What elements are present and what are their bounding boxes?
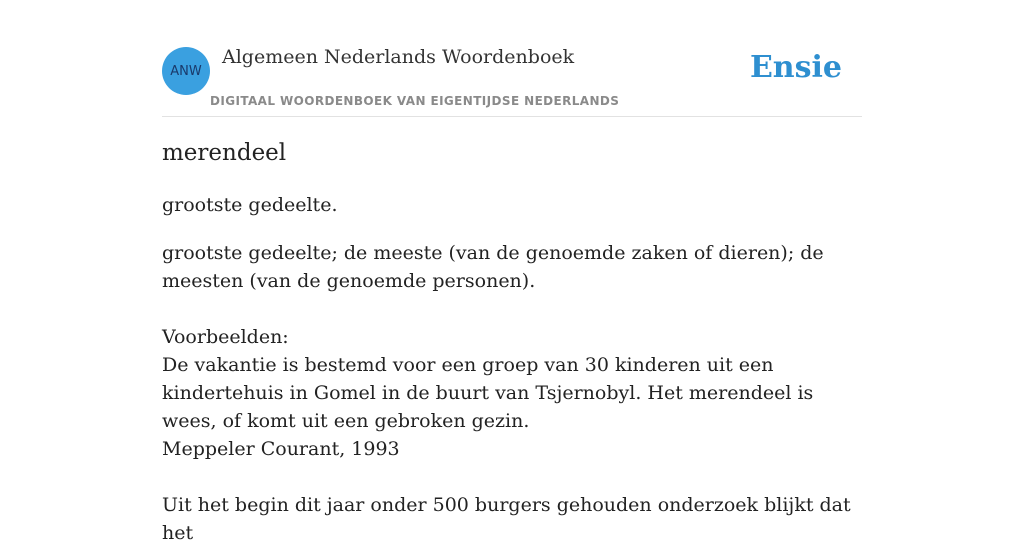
page-container xyxy=(162,0,862,544)
example-text: Uit het begin dit jaar onder 500 burgers gehouden onderzoek blijkt dat het xyxy=(162,494,851,544)
examples-label: Voorbeelden: xyxy=(162,326,289,348)
example-source: Meppeler Courant, 1993 xyxy=(162,438,400,460)
dictionary-subtitle: DIGITAAL WOORDENBOEK VAN EIGENTIJDSE NEDERLANDS xyxy=(210,94,620,108)
entry-definition: grootste gedeelte; de meeste (van de genoemde zaken of dieren); de meesten (van de genoemde personen). xyxy=(162,242,824,292)
entry-headword: merendeel xyxy=(162,140,287,166)
entry-short-definition: grootste gedeelte. xyxy=(162,194,338,216)
entry-body xyxy=(162,239,862,547)
anw-logo[interactable] xyxy=(162,47,210,95)
site-header xyxy=(162,0,862,117)
logo-text: ANW xyxy=(170,63,202,79)
ensie-brand-link[interactable]: Ensie xyxy=(749,50,842,85)
example-text: De vakantie is bestemd voor een groep van 30 kinderen uit een kindertehuis in Gomel in de buurt van Tsjernobyl. Het merendeel is wees, of komt uit een gebroken gezin. xyxy=(162,354,814,432)
dictionary-title[interactable]: Algemeen Nederlands Woordenboek xyxy=(222,46,575,68)
